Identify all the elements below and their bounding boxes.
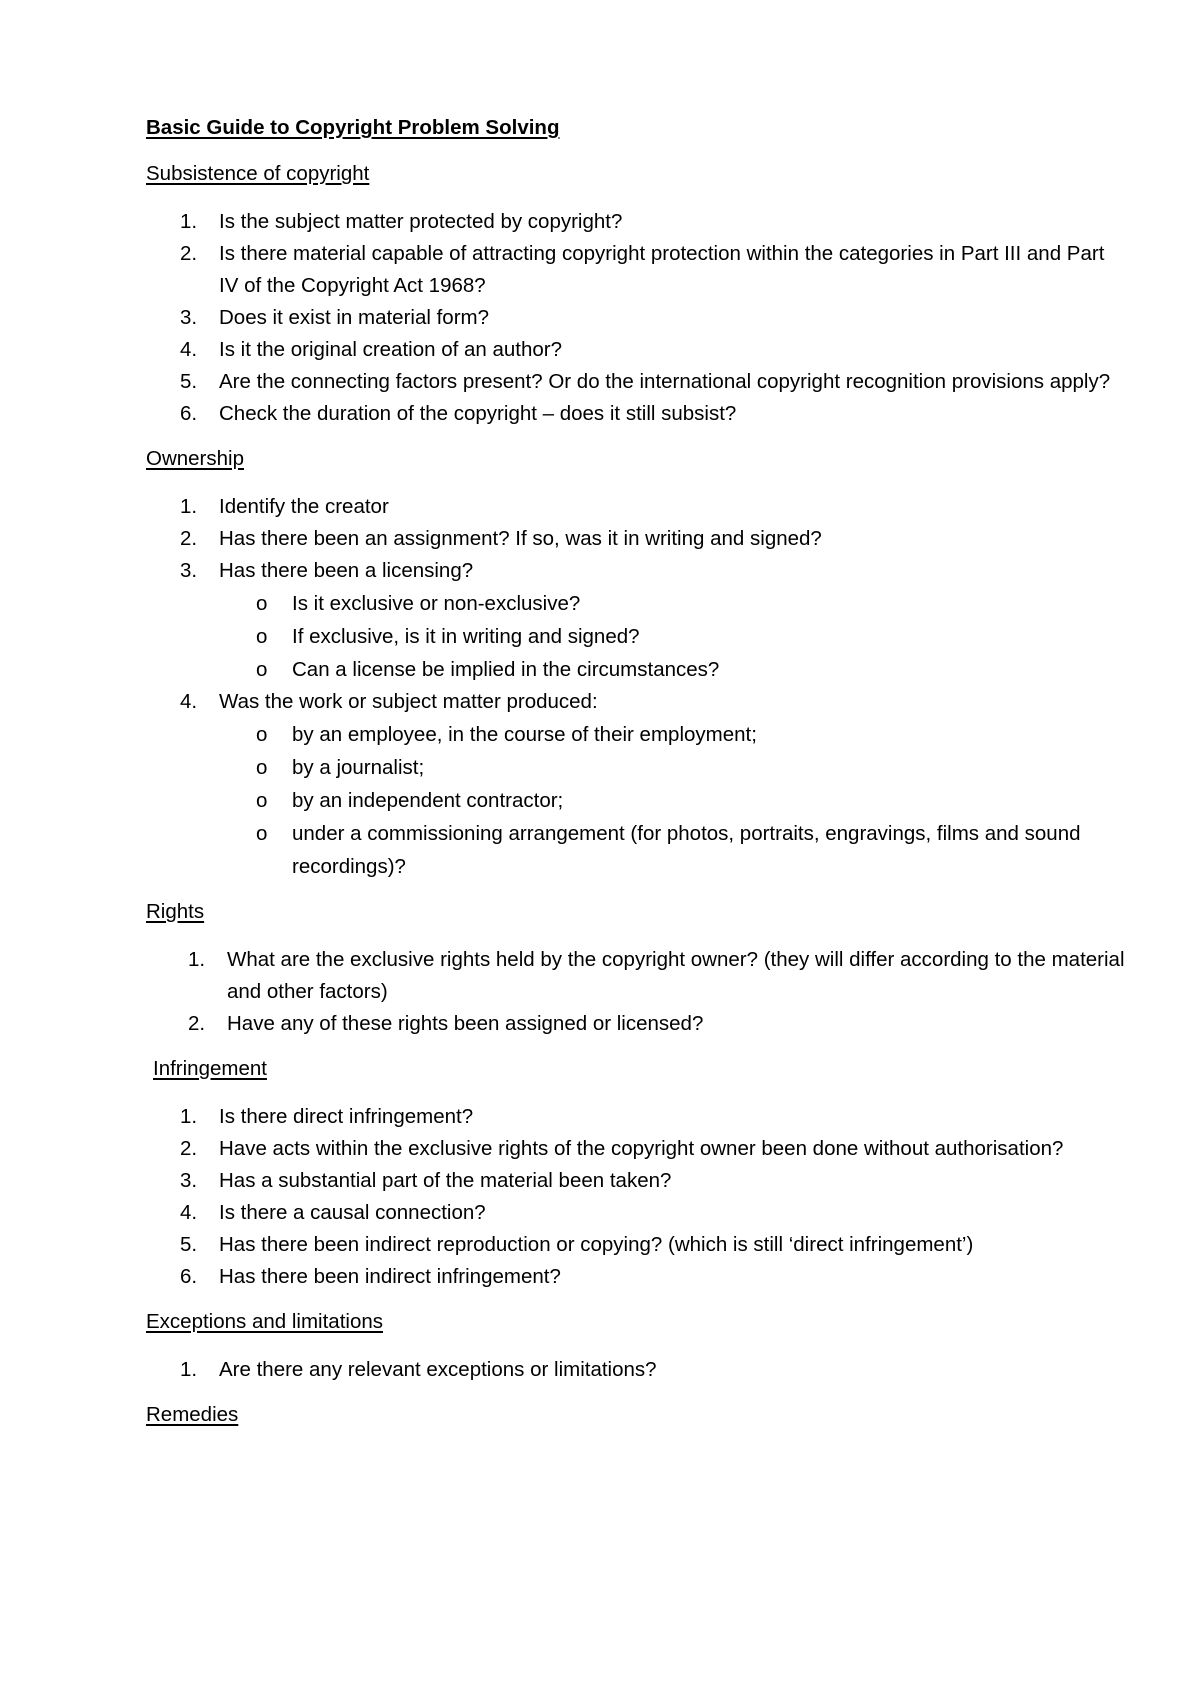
licensing-sublist	[219, 587, 1119, 686]
list-item: 4. Is there a causal connection?	[180, 1201, 486, 1224]
list-item: 6. Check the duration of the copyright – does it still subsist?	[180, 402, 737, 425]
infringement-list	[146, 1101, 1140, 1293]
subsistence-list	[146, 206, 1140, 430]
sub-list-item: o by an independent contractor;	[146, 784, 1119, 817]
sub-list-item: o Is it exclusive or non-exclusive?	[146, 587, 1119, 620]
list-item: 3. Does it exist in material form?	[180, 306, 490, 329]
ownership-list	[146, 491, 1140, 883]
list-item: 1. Is the subject matter protected by copyright?	[180, 210, 623, 233]
list-item: 1. Is there direct infringement?	[180, 1105, 474, 1128]
section-heading-remedies: Remedies	[146, 1403, 239, 1426]
list-item: 2. Has there been an assignment? If so, was it in writing and signed?	[180, 527, 822, 550]
sub-list-item: o If exclusive, is it in writing and signed?	[146, 620, 1119, 653]
list-item: 2. Have acts within the exclusive rights of the copyright owner been done without authorisation?	[180, 1137, 1064, 1160]
sub-list-item: o by a journalist;	[146, 751, 1119, 784]
exceptions-list	[146, 1354, 1140, 1386]
list-item: 1. Are there any relevant exceptions or limitations?	[180, 1358, 657, 1381]
document-title: Basic Guide to Copyright Problem Solving	[146, 116, 560, 139]
sub-list-item: o under a commissioning arrangement (for photos, portraits, engravings, films and sound recordings)?	[146, 817, 1119, 883]
section-heading-rights: Rights	[146, 900, 205, 923]
bullet-icon: o	[256, 625, 268, 648]
bullet-icon: o	[256, 658, 268, 681]
rights-list	[146, 944, 1140, 1040]
list-item: 1. Identify the creator	[180, 495, 389, 518]
bullet-icon: o	[256, 822, 268, 845]
sub-list-item: o by an employee, in the course of their employment;	[146, 718, 1119, 751]
section-heading-ownership: Ownership	[146, 447, 244, 470]
list-item: 5. Has there been indirect reproduction or copying? (which is still ‘direct infringement’)	[180, 1233, 974, 1256]
bullet-icon: o	[256, 723, 268, 746]
section-heading-infringement: Infringement	[153, 1057, 267, 1080]
sub-list-item: o Can a license be implied in the circumstances?	[146, 653, 1119, 686]
list-item: 4. Is it the original creation of an author?	[180, 338, 563, 361]
list-item: 3. Has a substantial part of the material been taken?	[180, 1169, 672, 1192]
section-heading-subsistence: Subsistence of copyright	[146, 162, 370, 185]
section-heading-exceptions: Exceptions and limitations	[146, 1310, 384, 1333]
list-item: 2. Have any of these rights been assigned or licensed?	[188, 1012, 704, 1035]
list-item: 1. What are the exclusive rights held by the copyright owner? (they will differ according to the material and other factors)	[188, 948, 1125, 1003]
bullet-icon: o	[256, 756, 268, 779]
bullet-icon: o	[256, 592, 268, 615]
list-item: 6. Has there been indirect infringement?	[180, 1265, 561, 1288]
bullet-icon: o	[256, 789, 268, 812]
list-item: 3. Has there been a licensing? o Is it exclusive or non-exclusive? o If exclusive, is it in writing and signed? o Can a license be implied in the circumstances?	[146, 555, 1119, 686]
produced-sublist	[219, 718, 1119, 883]
list-item: 5. Are the connecting factors present? Or do the international copyright recognition provisions apply?	[180, 370, 1111, 393]
list-item: 4. Was the work or subject matter produced: o by an employee, in the course of their employment; o by a journalist; o by an independent contractor; o under a commissioning arrangement (for photos, portraits, engravings, films and sound recordings)?	[146, 686, 1119, 883]
list-item: 2. Is there material capable of attracting copyright protection within the categories in Part III and Part IV of the Copyright Act 1968?	[180, 242, 1105, 297]
